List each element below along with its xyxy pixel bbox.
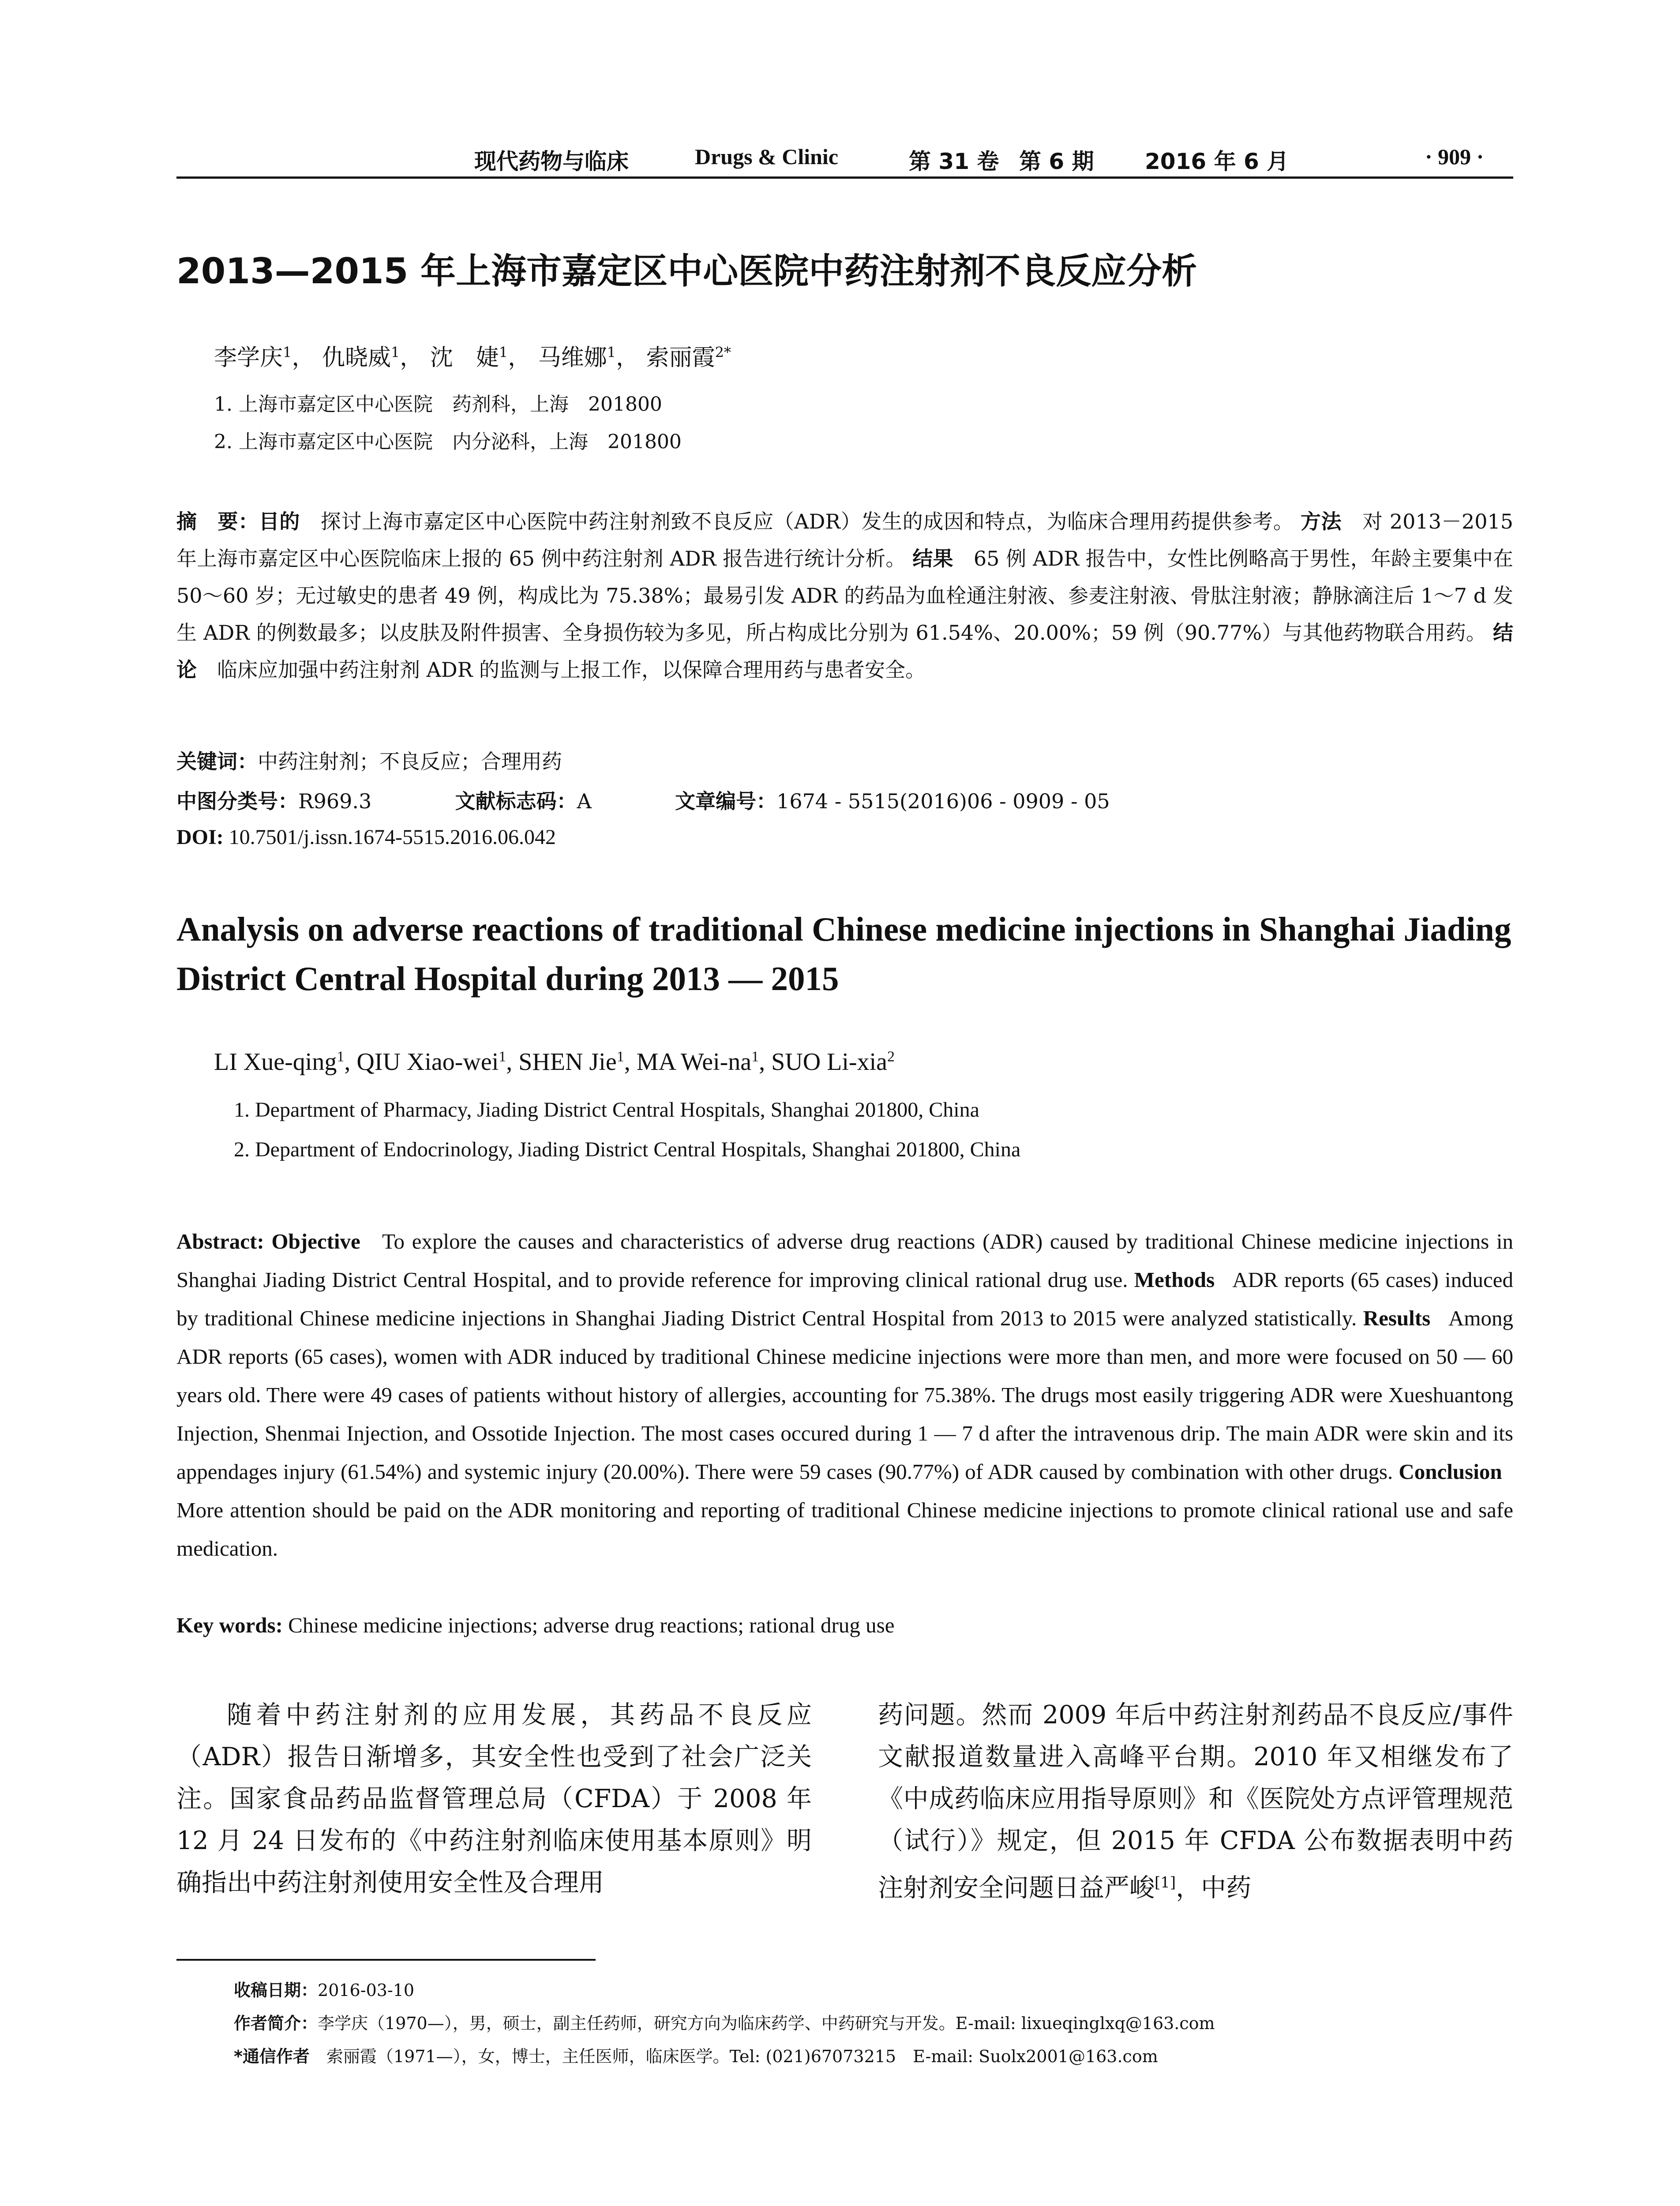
author: 索丽霞 [646,345,715,371]
english-title: Analysis on adverse reactions of traditional Chinese medicine injections in Shanghai Jiading District Central Hospital during 2013 — 2015 [176,910,1511,998]
footnote-rule [176,1959,596,1961]
issue: 第 6 期 [1019,149,1094,174]
objective-label: 目的 [259,510,300,533]
chinese-affiliation-1: 1. 上海市嘉定区中心医院 药剂科，上海 201800 [214,393,662,416]
running-header [176,140,1513,176]
methods-label: 方法 [1300,510,1342,533]
chinese-title: 2013—2015 年上海市嘉定区中心医院中药注射剂不良反应分析 [176,251,1197,292]
chinese-affiliation-2: 2. 上海市嘉定区中心医院 内分泌科，上海 201800 [214,431,682,453]
classification-line: 中图分类号：R969.3 文献标志码：A 文章编号：1674 - 5515(2016)06 - 0909 - 05 [176,789,1110,813]
english-keywords: Key words: Chinese medicine injections; adverse drug reactions; rational drug use [176,1613,895,1637]
footnote-author-bio: 作者简介：李学庆（1970—），男，硕士，副主任药师，研究方向为临床药学、中药研究与开发。E-mail: lixueqinglxq@163.com [234,2014,1215,2033]
header-rule [176,176,1513,179]
english-affiliation-1: 1. Department of Pharmacy, Jiading District Central Hospitals, Shanghai 201800, China [234,1098,979,1122]
footnote-corresponding-author: *通信作者 索丽霞（1971—），女，博士，主任医师，临床医学。Tel: (021)67073215 E-mail: Suolx2001@163.com [234,2047,1158,2066]
footnote-received: 收稿日期：2016-03-10 [234,1981,415,2000]
methods-label: Methods [1134,1268,1215,1292]
issue-date: 2016 年 6 月 [1145,149,1289,174]
journal-name-en: Drugs & Clinic [695,144,838,169]
author: 李学庆 [214,345,283,371]
english-abstract: Abstract: Objective To explore the causes and characteristics of adverse drug reactions (ADR) caused by traditional Chinese medicine injections in Shanghai Jiading District Central Hospital, and to provide reference for improving clinical rational drug use. Methods ADR reports (65 cases) induced by traditional Chinese medicine injections in Shanghai Jiading District Central Hospital from 2013 to 2015 were analyzed statistically. Results Among ADR reports (65 cases), women with ADR induced by traditional Chinese medicine injections were more than men, and more were focused on 50 — 60 years old. There were 49 cases of patients without history of allergies, accounting for 75.38%. The drugs most easily triggering ADR were Xueshuantong Injection, Shenmai Injection, and Ossotide Injection. The most cases occured during 1 — 7 d after the intravenous drip. The main ADR were skin and its appendages injury (61.54%) and systemic injury (20.00%). There were 59 cases (90.77%) of ADR caused by combination with other drugs. Conclusion More attention should be paid on the ADR monitoring and reporting of traditional Chinese medicine injections to promote clinical rational use and safe medication. [176,1229,1514,1561]
doi: DOI: 10.7501/j.issn.1674-5515.2016.06.042 [176,825,556,849]
english-authors: LI Xue-qing$^1$, QIU Xiao-wei$^1$, SHEN Jie$^1$, MA Wei-$na^1$, SUO Li-xia$^2$ [214,1048,895,1076]
abstract-label: 摘 要： [176,510,259,533]
citation: [1] [1155,1874,1176,1891]
results-label: Results [1363,1306,1431,1330]
page-number: · 909 · [1425,144,1484,169]
body-right-column: 药问题。然而 2009 年后中药注射剂药品不良反应/事件文献报道数量进入高峰平台期。2010 年又相继发布了《中成药临床应用指导原则》和《医院处方点评管理规范（试行）》规定，但 2015 年 CFDA 公布数据表明中药注射剂安全问题日益严峻[1]，中药 [878,1700,1513,1902]
author: 仇晓威 [322,345,391,371]
journal-name-cn: 现代药物与临床 [474,149,629,174]
volume: 第 31 卷 [909,149,999,174]
objective-label: Objective [271,1229,360,1253]
body-left-column: 随着中药注射剂的应用发展，其药品不良反应（ADR）报告日渐增多，其安全性也受到了社会广泛关注。国家食品药品监督管理总局（CFDA）于 2008 年 12 月 24 日发布的《中药注射剂临床使用基本原则》明确指出中药注射剂使用安全性及合理用 [176,1700,812,1897]
author: 马维娜 [538,345,607,371]
results-label: 结果 [912,547,953,570]
conclusion-label: Conclusion [1399,1459,1502,1484]
chinese-abstract: 摘 要：目的 探讨上海市嘉定区中心医院中药注射剂致不良反应（ADR）发生的成因和特点，为临床合理用药提供参考。 方法 对 2013－2015 年上海市嘉定区中心医院临床上报的 65 例中药注射剂 ADR 报告进行统计分析。 结果 65 例 ADR 报告中，女性比例略高于男性，年龄主要集中在 50～60 岁；无过敏史的患者 49 例，构成比为 75.38%；最易引发 ADR 的药品为血栓通注射液、参麦注射液、骨肽注射液；静脉滴注后 1～7 d 发生 ADR 的例数最多；以皮肤及附件损害、全身损伤较为多见，所占构成比分别为 61.54%、20.00%；59 例（90.77%）与其他药物联合用药。 结论 临床应加强中药注射剂 ADR 的监测与上报工作，以保障合理用药与患者安全。 [176,510,1514,682]
conclusion-label: 结论 [176,621,1513,682]
author: 沈 婕 [430,345,499,371]
chinese-authors: 李学庆$^1$， 仇晓威$^1$， 沈 婕$^1$， 马维娜$^1$， 索丽霞$^{2*}$ [214,344,731,371]
chinese-keywords: 关键词：中药注射剂；不良反应；合理用药 [176,750,562,773]
english-affiliation-2: 2. Department of Endocrinology, Jiading District Central Hospitals, Shanghai 201800, China [234,1138,1021,1161]
